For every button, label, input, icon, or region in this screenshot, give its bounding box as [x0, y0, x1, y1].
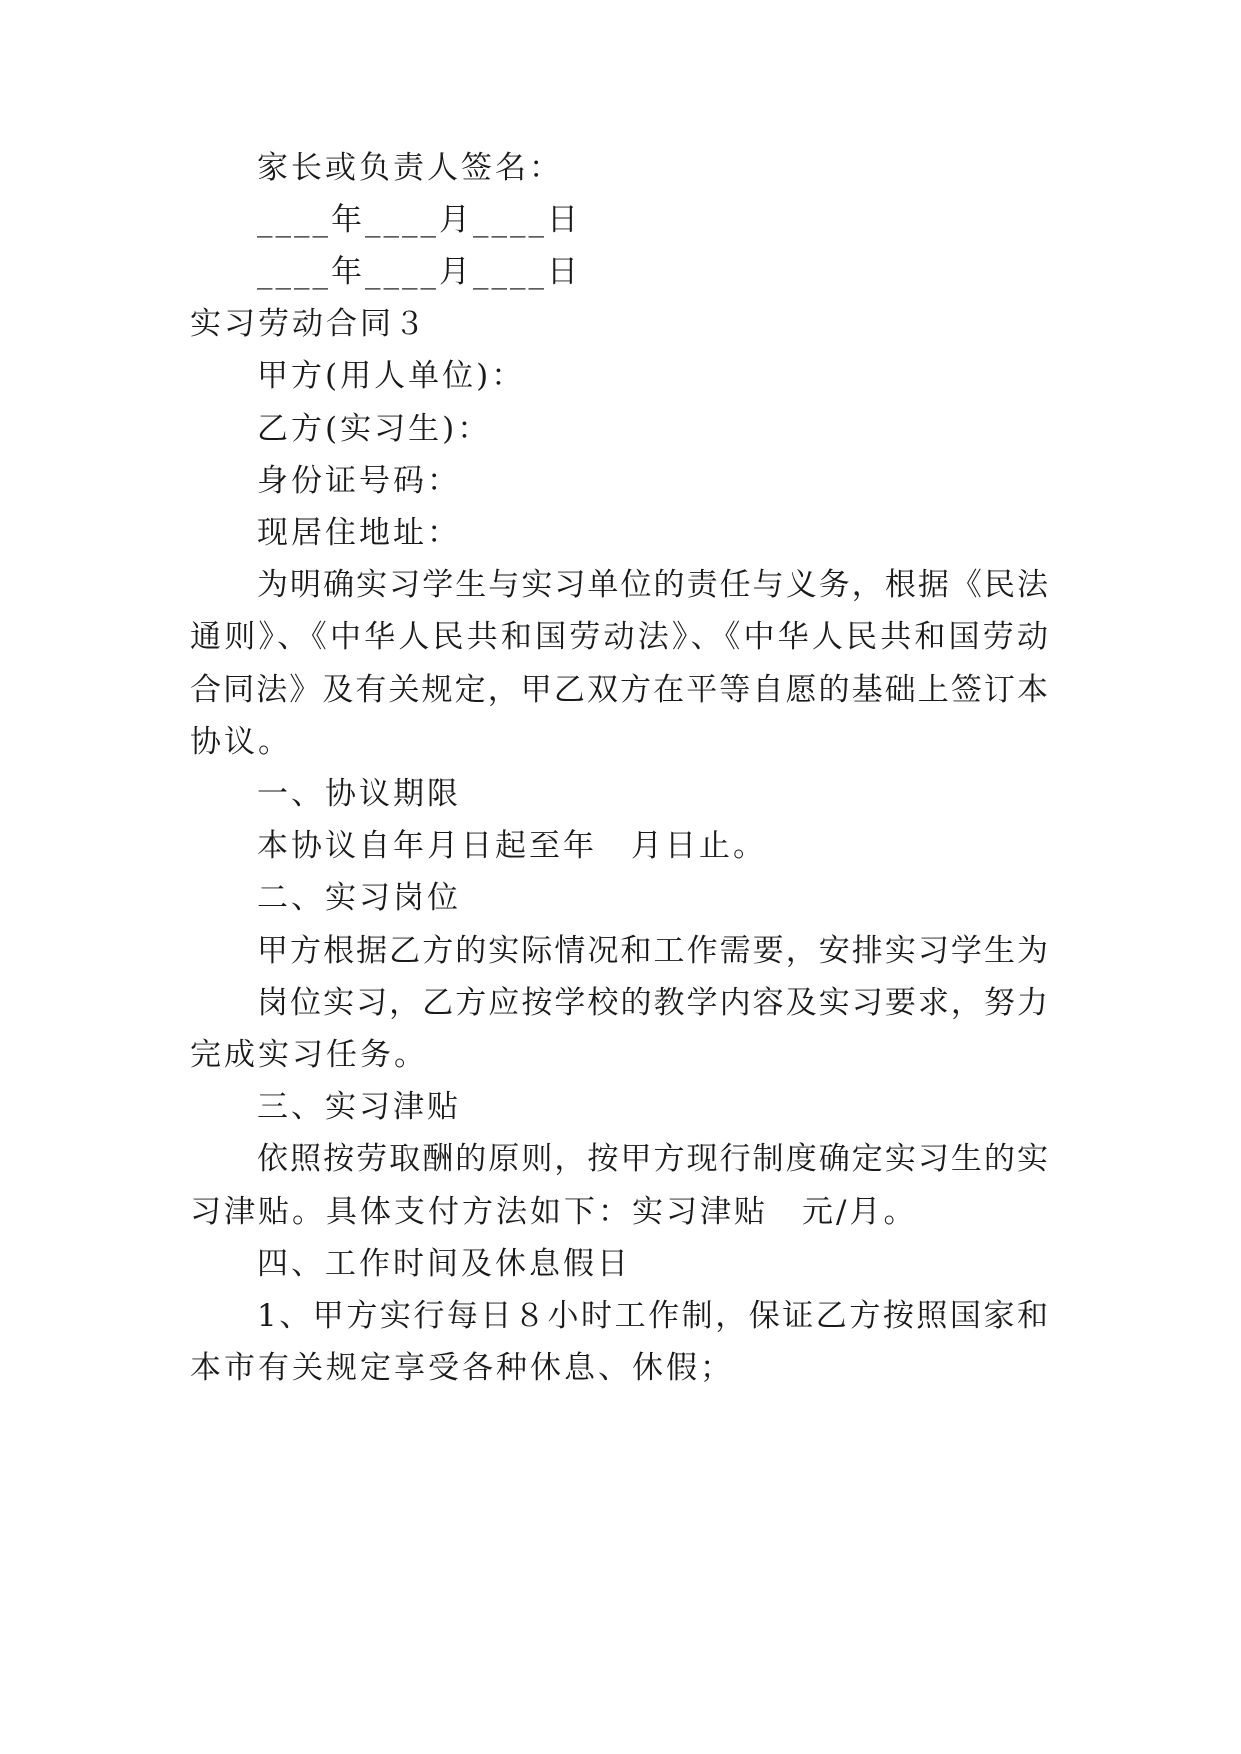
- section-heading-3: 三、实习津贴: [257, 1089, 461, 1125]
- document-title: 实习劳动合同３: [190, 306, 428, 342]
- preamble-line-2: 通则》、《中华人民共和国劳动法》、《中华人民共和国劳动: [190, 619, 1050, 655]
- section-2-line-3: 完成实习任务。: [190, 1037, 428, 1073]
- section-4-line-2: 本市有关规定享受各种休息、休假；: [190, 1350, 734, 1386]
- party-b-line: 乙方(实习生)：: [257, 411, 492, 447]
- preamble-line-4: 协议。: [190, 724, 292, 760]
- section-2-line-1: 甲方根据乙方的实际情况和工作需要，安排实习学生为: [257, 933, 1050, 969]
- party-a-line: 甲方(用人单位)：: [257, 358, 526, 394]
- section-heading-4: 四、工作时间及休息假日: [257, 1246, 631, 1282]
- id-number-line: 身份证号码：: [257, 463, 461, 499]
- preamble-line-3: 合同法》及有关规定，甲乙双方在平等自愿的基础上签订本: [190, 672, 1050, 708]
- date-line-2: ____年____月____日: [257, 254, 581, 290]
- section-heading-2: 二、实习岗位: [257, 880, 461, 916]
- section-3-line-1: 依照按劳取酬的原则，按甲方现行制度确定实习生的实: [257, 1141, 1050, 1177]
- section-4-line-1: 1、甲方实行每日８小时工作制，保证乙方按照国家和: [257, 1298, 1050, 1334]
- signature-line-parent: 家长或负责人签名：: [257, 150, 563, 186]
- date-line-1: ____年____月____日: [257, 202, 581, 238]
- preamble-line-1: 为明确实习学生与实习单位的责任与义务，根据《民法: [257, 567, 1050, 603]
- section-1-text: 本协议自年月日起至年 月日止。: [257, 828, 767, 864]
- section-heading-1: 一、协议期限: [257, 776, 461, 812]
- section-3-line-2: 习津贴。具体支付方法如下：实习津贴 元/月。: [190, 1194, 918, 1230]
- address-line: 现居住地址：: [257, 515, 461, 551]
- section-2-line-2: 岗位实习，乙方应按学校的教学内容及实习要求，努力: [257, 985, 1050, 1021]
